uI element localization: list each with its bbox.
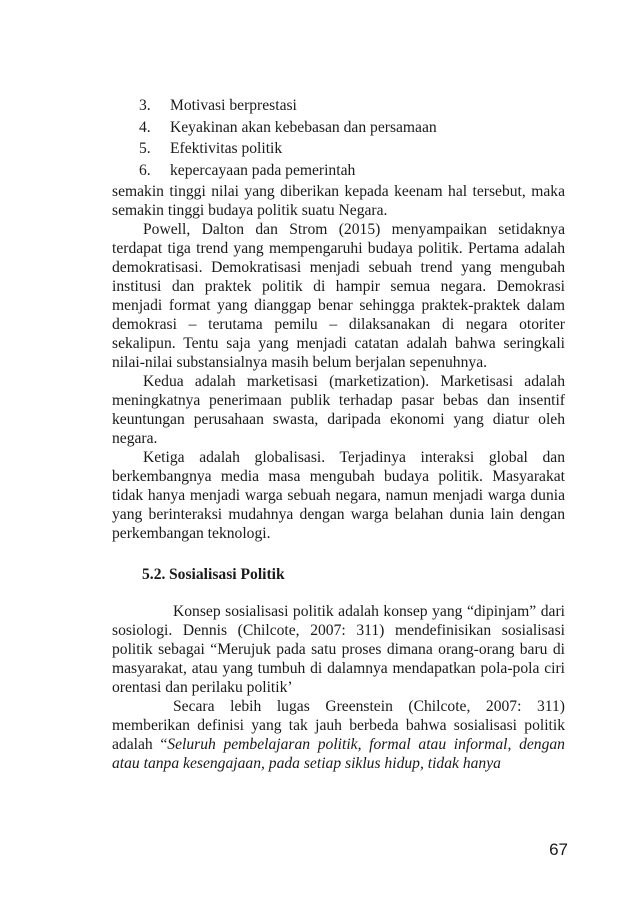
paragraph-marketization: Kedua adalah marketisasi (marketization). Marketisasi adalah meningkatnya penerimaan publik terhadap pasar bebas dan insentif keuntungan perusahaan swasta, daripada ekonomi yang diatur oleh negara.: [112, 373, 565, 447]
paragraph-continuation: semakin tinggi nilai yang diberikan kepada keenam hal tersebut, maka semakin tinggi budaya politik suatu Negara.: [112, 183, 565, 219]
list-item-number: 5.: [139, 140, 151, 157]
paragraph-globalization: Ketiga adalah globalisasi. Terjadinya interaksi global dan berkembangnya media masa mengubah budaya politik. Masyarakat tidak hanya menjadi warga sebuah negara, namun menjadi warga dunia yang berinteraksi mudahnya dengan warga belahan dunia lain dengan perkembangan teknologi.: [112, 449, 565, 542]
list-item-number: 3.: [139, 97, 151, 114]
list-item: [139, 95, 437, 117]
paragraph-trends: Powell, Dalton dan Strom (2015) menyampaikan setidaknya terdapat tiga trend yang mempengaruhi budaya politik. Pertama adalah demokratisasi. Demokratisasi menjadi sebuah trend yang mengubah institusi dan praktek politik di hampir semua negara. Demokrasi menjadi format yang dianggap benar sehingga praktek-praktek dalam demokrasi – terutama pemilu – dilaksanakan di negara otoriter sekalipun. Tentu saja yang menjadi catatan adalah bahwa seringkali nilai-nilai substansialnya masih belum berjalan sepenuhnya.: [112, 221, 565, 371]
numbered-list: [139, 95, 437, 181]
list-item-text: kepercayaan pada pemerintah: [170, 161, 356, 179]
section-body: [112, 602, 565, 773]
list-item: [139, 138, 437, 160]
section-number: 5.2.: [142, 566, 166, 583]
page-number: 67: [549, 840, 568, 859]
paragraph-italic-quote: Seluruh pembelajaran politik, formal atau informal, dengan atau tanpa kesengajaan, pada setiap siklus hidup, tidak hanya: [112, 736, 565, 772]
list-item-text: Keyakinan akan kebebasan dan persamaan: [170, 118, 437, 136]
list-item-text: Motivasi berprestasi: [170, 97, 297, 114]
list-item-text: Efektivitas politik: [170, 140, 283, 157]
section-heading: [142, 565, 285, 584]
paragraph-plain-text: Secara lebih lugas Greenstein (Chilcote, 2007: 311) memberikan definisi yang tak jauh berbeda bahwa sosialisasi politik adalah “: [112, 698, 565, 753]
paragraph-definition-dennis: Konsep sosialisasi politik adalah konsep yang “dipinjam” dari sosiologi. Dennis (Chilcote, 2007: 311) mendefinisikan sosialisasi politik sebagai “Merujuk pada satu proses dimana orang-orang baru di masyarakat, atau yang tumbuh di dalamnya mendapatkan pola-pola ciri orentasi dan perilaku politik’: [112, 603, 565, 696]
list-item: [139, 117, 437, 139]
section-title: Sosialisasi Politik: [169, 566, 285, 583]
list-item: [139, 160, 437, 182]
body-text-block: [112, 182, 565, 543]
paragraph-definition-greenstein: [112, 697, 565, 773]
list-item-number: 4.: [139, 118, 151, 136]
list-item-number: 6.: [139, 161, 151, 179]
